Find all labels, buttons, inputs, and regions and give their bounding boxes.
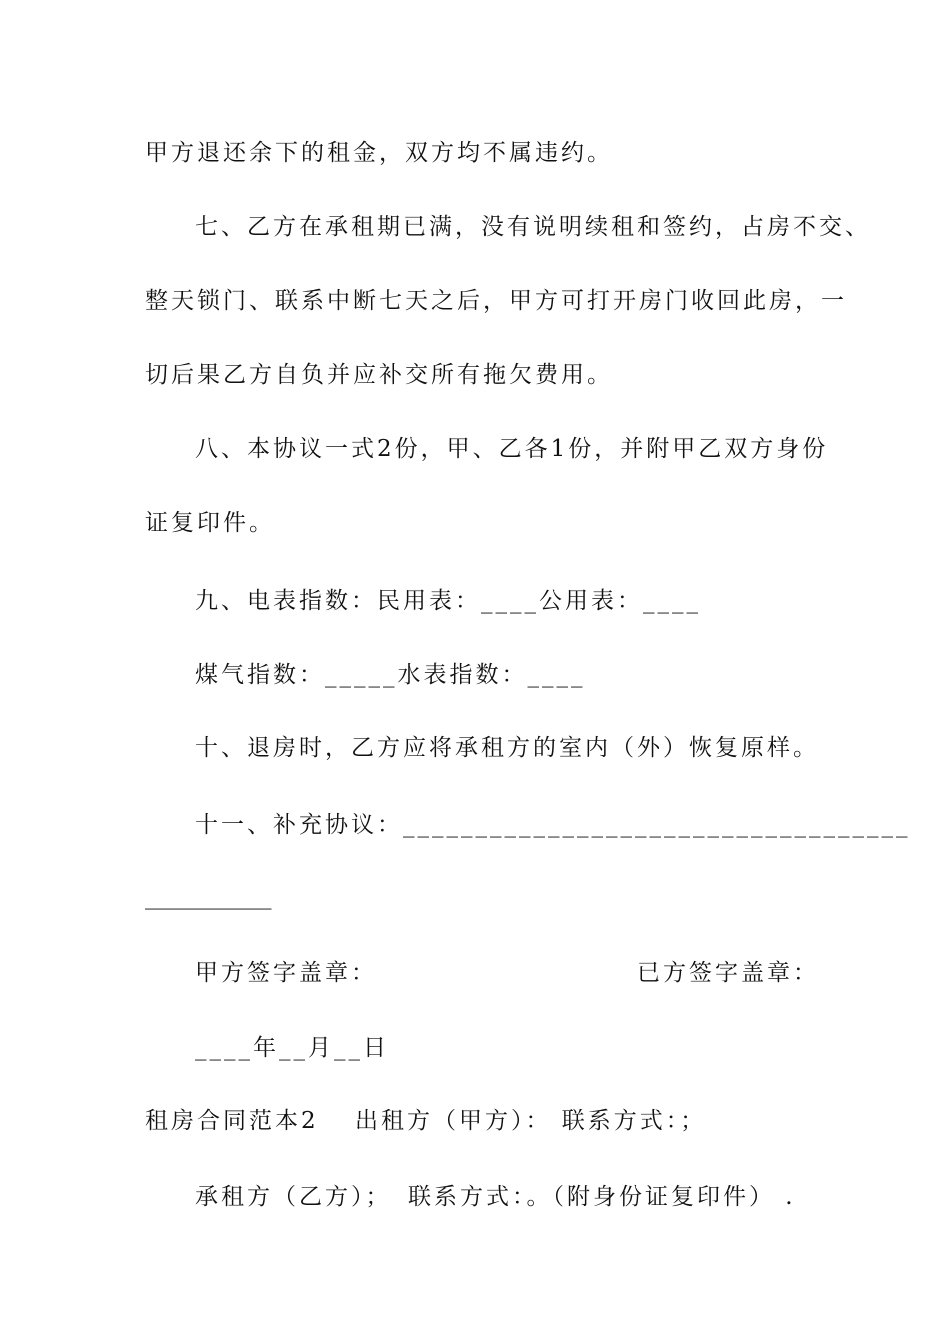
clause-7-line: 七、乙方在承租期已满，没有说明续租和签约，占房不交、 bbox=[195, 214, 871, 240]
clause-8-line: 八、本协议一式2份，甲、乙各1份，并附甲乙双方身份 bbox=[195, 436, 829, 462]
clause-9-line: 九、电表指数：民用表：____公用表：____ bbox=[195, 588, 701, 614]
party-a-signature-label: 甲方签字盖章： bbox=[195, 960, 377, 986]
meter-readings-line: 煤气指数：_____水表指数：____ bbox=[195, 662, 586, 688]
paragraph-line: 切后果乙方自负并应补交所有拖欠费用。 bbox=[145, 362, 613, 388]
paragraph-line: 证复印件。 bbox=[145, 510, 275, 536]
paragraph-line: 整天锁门、联系中断七天之后，甲方可打开房门收回此房，一 bbox=[145, 288, 847, 314]
section-title: 租房合同范本2 bbox=[145, 1108, 319, 1134]
clause-10-line: 十、退房时，乙方应将承租方的室内（外）恢复原样。 bbox=[195, 735, 819, 761]
clause-11-line: 十一、补充协议：___________________________________ bbox=[195, 812, 911, 838]
party-b-signature-label: 已方签字盖章： bbox=[637, 960, 819, 986]
blank-line: ___________ bbox=[145, 884, 272, 910]
date-line: ____年__月__日 bbox=[195, 1035, 389, 1061]
lessee-contact-line: 联系方式：。（附身份证复印件） . bbox=[408, 1184, 796, 1210]
lessee-line: 承租方（乙方）； bbox=[195, 1184, 392, 1210]
lessor-line: 出租方（甲方）： 联系方式：； bbox=[355, 1108, 707, 1134]
paragraph-line: 甲方退还余下的租金，双方均不属违约。 bbox=[145, 140, 613, 166]
